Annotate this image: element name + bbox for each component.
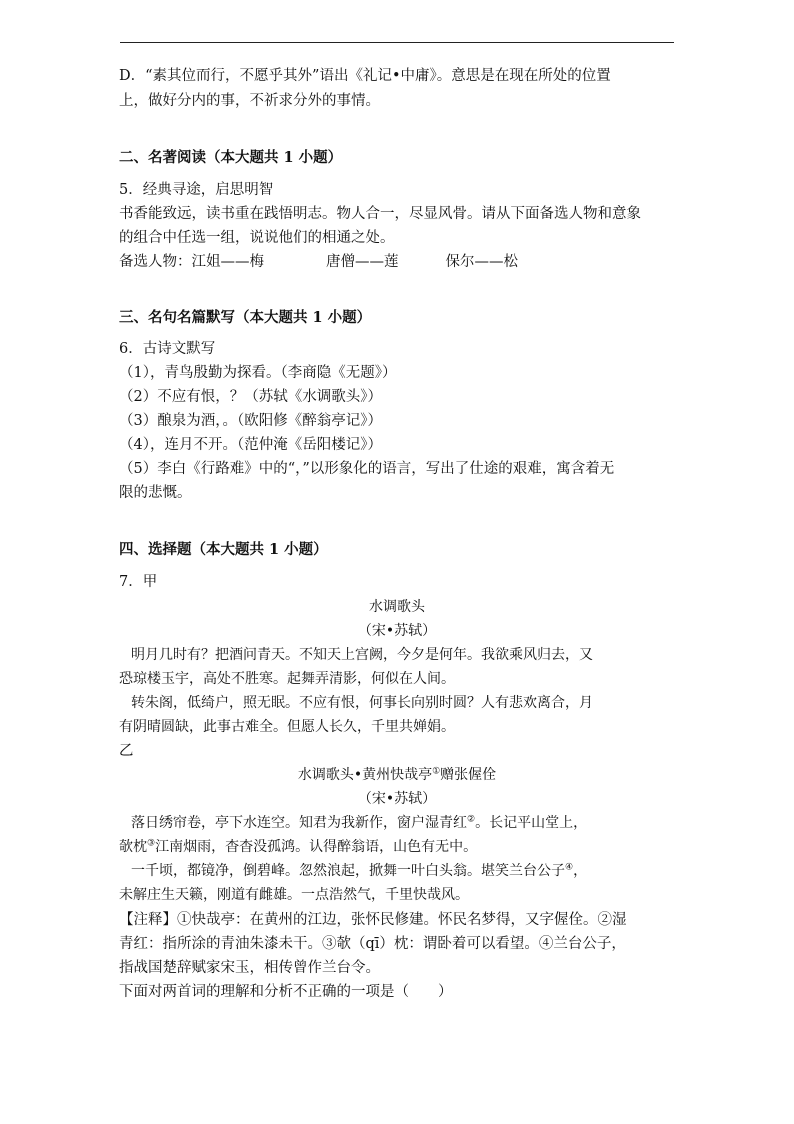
notes-line3: 指战国楚辞赋家宋玉，相传曾作兰台令。 [119,960,380,976]
poem1-title: 水调歌头 [369,599,425,615]
candidate-2: 唐僧——莲 [326,254,399,270]
notes-line1: 【注释】①快哉亭：在黄州的江边，张怀民修建。怀民名梦得，又字偓佺。②湿 [119,912,627,928]
section3-heading: 三、名句名篇默写（本大题共 1 小题） [119,309,372,326]
q5-body-line1: 书香能致远，读书重在践悟明志。物人合一，尽显风骨。请从下面备选人物和意象 [119,206,641,222]
section4-heading: 四、选择题（本大题共 1 小题） [119,541,328,558]
poem2-line1 [131,813,587,833]
poem1-line2: 恐琼楼玉宇，高处不胜寒。起舞弄清影，何似在人间。 [119,671,455,687]
option-d-line1: D．“素其位而行，不愿乎其外”语出《礼记•中庸》。意思是在现在所处的位置 [119,68,611,84]
poem2-author: （宋•苏轼） [357,791,437,807]
poem2-line2-b: 江南烟雨，杳杳没孤鸿。认得醉翁语，山色有无中。 [155,839,478,855]
section2-heading: 二、名著阅读（本大题共 1 小题） [119,149,343,166]
q6-title: 6．古诗文默写 [119,341,216,357]
poem2-line2-a: 欹枕 [119,839,147,855]
q5-title: 5．经典寻途，启思明智 [119,182,274,198]
candidate-3: 保尔——松 [445,254,518,270]
poem2-line1-b: 。长记平山堂上， [475,815,588,831]
poem1-author: （宋•苏轼） [357,623,437,639]
poem2-line2 [119,837,477,857]
q6-item-4: （4），连月不开。（范仲淹《岳阳楼记》） [119,437,382,453]
poem1-line4: 有阴晴圆缺，此事古难全。但愿人长久，千里共婵娟。 [119,719,455,735]
option-d-line2: 上，做好分内的事，不祈求分外的事情。 [119,93,380,109]
yi-label: 乙 [119,743,134,759]
poem2-line3 [131,861,587,881]
annotation-mark-2: ② [467,814,476,825]
candidate-1: 江姐——梅 [191,254,264,270]
q7-title: 7．甲 [119,574,158,590]
header-rule [120,42,674,43]
q6-item-5: （5）李白《行路难》中的“，”以形象化的语言，写出了仕途的艰难，寓含着无 [119,461,615,477]
q5-candidates [119,252,518,272]
q6-item-2: （2）不应有恨，？（苏轼《水调歌头》） [119,389,382,405]
poem1-line1: 明月几时有？把酒问青天。不知天上宫阙，今夕是何年。我欲乘风归去，又 [131,647,593,663]
poem2-line3-a: 一千顷，都镜净，倒碧峰。忽然浪起，掀舞一叶白头翁。堪笑兰台公子 [131,863,565,879]
q7-question: 下面对两首词的理解和分析不正确的一项是（ ） [119,984,453,1000]
poem2-line1-a: 落日绣帘卷，亭下水连空。知君为我新作，窗户湿青红 [131,815,467,831]
poem2-title-a: 水调歌头•黄州快哉亭 [297,767,433,783]
q6-item-3: （3）酿泉为酒，。（欧阳修《醉翁亭记》） [119,413,382,429]
poem1-line3: 转朱阁，低绮户，照无眠。不应有恨，何事长向别时圆？人有悲欢离合，月 [131,695,593,711]
q5-body-line2: 的组合中任选一组，说说他们的相通之处。 [119,230,395,246]
poem2-line4: 未解庄生天籁，刚道有雌雄。一点浩然气，千里快哉风。 [119,887,469,903]
annotation-mark-3: ③ [147,838,156,849]
annotation-mark-4: ④ [565,862,574,873]
poem2-title-b: 赠张偓佺 [440,767,497,783]
poem2-line3-b: ， [573,863,588,879]
annotation-mark-1: ① [432,766,441,777]
notes-line2: 青红：指所涂的青油朱漆未干。③欹（qī）枕：谓卧着可以看望。④兰台公子， [119,936,626,952]
poem2-title [0,765,794,785]
q6-item-1: （1），青鸟殷勤为探看。（李商隐《无题》） [119,365,397,381]
candidates-label: 备选人物： [119,254,192,270]
q6-item-5-cont: 限的悲慨。 [119,485,192,501]
